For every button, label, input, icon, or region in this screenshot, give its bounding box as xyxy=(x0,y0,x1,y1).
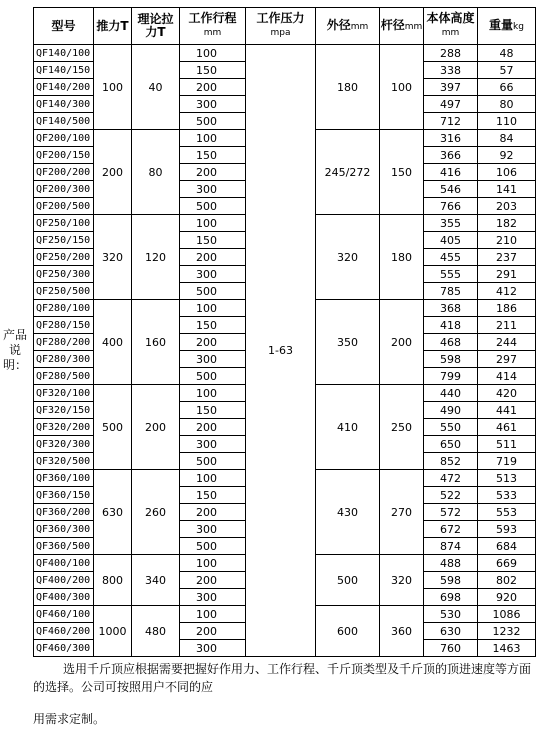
model-cell: QF140/150 xyxy=(34,62,94,79)
stroke-cell: 100 xyxy=(180,300,246,317)
model-cell: QF250/100 xyxy=(34,215,94,232)
thrust-cell: 400 xyxy=(94,300,132,385)
pressure-cell: 1-63 xyxy=(246,45,316,657)
body-height-cell: 630 xyxy=(424,623,478,640)
body-height-cell: 572 xyxy=(424,504,478,521)
body-height-cell: 874 xyxy=(424,538,478,555)
stroke-cell: 150 xyxy=(180,232,246,249)
rod-diameter-cell: 100 xyxy=(380,45,424,130)
weight-cell: 533 xyxy=(478,487,536,504)
rod-diameter-cell: 270 xyxy=(380,470,424,555)
model-cell: QF320/200 xyxy=(34,419,94,436)
stroke-cell: 500 xyxy=(180,538,246,555)
weight-cell: 80 xyxy=(478,96,536,113)
stroke-cell: 300 xyxy=(180,521,246,538)
header-row xyxy=(34,8,536,45)
stroke-cell: 500 xyxy=(180,198,246,215)
pull-cell: 120 xyxy=(132,215,180,300)
weight-cell: 420 xyxy=(478,385,536,402)
note-line-1: 选用千斤顶应根据需要把握好作用力、工作行程、千斤顶类型及千斤顶的顶进速度等方面的选择。公司可按照用户不同的应 xyxy=(33,662,532,694)
body-height-cell: 468 xyxy=(424,334,478,351)
body-height-cell: 712 xyxy=(424,113,478,130)
weight-cell: 441 xyxy=(478,402,536,419)
model-cell: QF280/200 xyxy=(34,334,94,351)
body-height-cell: 546 xyxy=(424,181,478,198)
body-height-cell: 368 xyxy=(424,300,478,317)
header-outer: 外径mm xyxy=(316,8,380,45)
spec-table-body xyxy=(34,45,536,657)
stroke-cell: 200 xyxy=(180,164,246,181)
body-height-cell: 799 xyxy=(424,368,478,385)
weight-cell: 1086 xyxy=(478,606,536,623)
stroke-cell: 150 xyxy=(180,62,246,79)
model-cell: QF280/300 xyxy=(34,351,94,368)
model-cell: QF200/100 xyxy=(34,130,94,147)
weight-cell: 412 xyxy=(478,283,536,300)
model-cell: QF320/100 xyxy=(34,385,94,402)
model-cell: QF140/500 xyxy=(34,113,94,130)
outer-diameter-cell: 430 xyxy=(316,470,380,555)
model-cell: QF360/300 xyxy=(34,521,94,538)
body-height-cell: 672 xyxy=(424,521,478,538)
stroke-cell: 300 xyxy=(180,589,246,606)
stroke-cell: 100 xyxy=(180,130,246,147)
stroke-cell: 100 xyxy=(180,215,246,232)
body-height-cell: 760 xyxy=(424,640,478,657)
stroke-cell: 300 xyxy=(180,266,246,283)
thrust-cell: 200 xyxy=(94,130,132,215)
stroke-cell: 500 xyxy=(180,113,246,130)
weight-cell: 210 xyxy=(478,232,536,249)
model-cell: QF200/150 xyxy=(34,147,94,164)
header-model: 型号 xyxy=(34,8,94,45)
weight-cell: 57 xyxy=(478,62,536,79)
weight-cell: 92 xyxy=(478,147,536,164)
weight-cell: 211 xyxy=(478,317,536,334)
rod-diameter-cell: 250 xyxy=(380,385,424,470)
header-pressure: 工作压力 mpa xyxy=(246,8,316,45)
stroke-cell: 300 xyxy=(180,96,246,113)
pull-cell: 260 xyxy=(132,470,180,555)
body-height-cell: 440 xyxy=(424,385,478,402)
model-cell: QF400/200 xyxy=(34,572,94,589)
weight-cell: 84 xyxy=(478,130,536,147)
body-height-cell: 288 xyxy=(424,45,478,62)
outer-diameter-cell: 500 xyxy=(316,555,380,606)
stroke-cell: 200 xyxy=(180,504,246,521)
model-cell: QF460/100 xyxy=(34,606,94,623)
weight-cell: 669 xyxy=(478,555,536,572)
body-height-cell: 416 xyxy=(424,164,478,181)
weight-cell: 920 xyxy=(478,589,536,606)
thrust-cell: 800 xyxy=(94,555,132,606)
model-cell: QF200/500 xyxy=(34,198,94,215)
pull-cell: 160 xyxy=(132,300,180,385)
stroke-cell: 100 xyxy=(180,606,246,623)
model-cell: QF360/500 xyxy=(34,538,94,555)
model-cell: QF360/150 xyxy=(34,487,94,504)
weight-cell: 684 xyxy=(478,538,536,555)
rod-diameter-cell: 360 xyxy=(380,606,424,657)
model-cell: QF250/500 xyxy=(34,283,94,300)
weight-cell: 593 xyxy=(478,521,536,538)
model-cell: QF360/100 xyxy=(34,470,94,487)
body-height-cell: 598 xyxy=(424,351,478,368)
weight-cell: 553 xyxy=(478,504,536,521)
table-row xyxy=(34,45,536,62)
stroke-cell: 200 xyxy=(180,572,246,589)
body-height-cell: 316 xyxy=(424,130,478,147)
stroke-cell: 150 xyxy=(180,402,246,419)
stroke-cell: 200 xyxy=(180,334,246,351)
model-cell: QF280/500 xyxy=(34,368,94,385)
header-weight: 重量kg xyxy=(478,8,536,45)
thrust-cell: 500 xyxy=(94,385,132,470)
model-cell: QF460/200 xyxy=(34,623,94,640)
pull-cell: 200 xyxy=(132,385,180,470)
model-cell: QF320/300 xyxy=(34,436,94,453)
stroke-cell: 200 xyxy=(180,79,246,96)
weight-cell: 802 xyxy=(478,572,536,589)
stroke-cell: 300 xyxy=(180,181,246,198)
thrust-cell: 320 xyxy=(94,215,132,300)
stroke-cell: 100 xyxy=(180,555,246,572)
weight-cell: 110 xyxy=(478,113,536,130)
body-height-cell: 698 xyxy=(424,589,478,606)
weight-cell: 48 xyxy=(478,45,536,62)
model-cell: QF140/100 xyxy=(34,45,94,62)
model-cell: QF400/300 xyxy=(34,589,94,606)
rod-diameter-cell: 200 xyxy=(380,300,424,385)
rod-diameter-cell: 320 xyxy=(380,555,424,606)
stroke-cell: 500 xyxy=(180,368,246,385)
weight-cell: 297 xyxy=(478,351,536,368)
side-label-product-description: 产品说明： xyxy=(2,328,27,372)
stroke-cell: 300 xyxy=(180,351,246,368)
rod-diameter-cell: 150 xyxy=(380,130,424,215)
body-height-cell: 472 xyxy=(424,470,478,487)
stroke-cell: 150 xyxy=(180,147,246,164)
body-height-cell: 785 xyxy=(424,283,478,300)
body-height-cell: 397 xyxy=(424,79,478,96)
body-height-cell: 555 xyxy=(424,266,478,283)
pull-cell: 80 xyxy=(132,130,180,215)
thrust-cell: 1000 xyxy=(94,606,132,657)
body-height-cell: 598 xyxy=(424,572,478,589)
rod-diameter-cell: 180 xyxy=(380,215,424,300)
header-thrust: 推力T xyxy=(94,8,132,45)
weight-cell: 237 xyxy=(478,249,536,266)
stroke-cell: 100 xyxy=(180,470,246,487)
weight-cell: 186 xyxy=(478,300,536,317)
body-height-cell: 766 xyxy=(424,198,478,215)
header-stroke: 工作行程mm xyxy=(180,8,246,45)
stroke-cell: 500 xyxy=(180,283,246,300)
outer-diameter-cell: 320 xyxy=(316,215,380,300)
body-height-cell: 405 xyxy=(424,232,478,249)
weight-cell: 182 xyxy=(478,215,536,232)
model-cell: QF140/200 xyxy=(34,79,94,96)
model-cell: QF250/200 xyxy=(34,249,94,266)
body-height-cell: 355 xyxy=(424,215,478,232)
header-height: 本体高度 mm xyxy=(424,8,478,45)
model-cell: QF250/300 xyxy=(34,266,94,283)
body-height-cell: 497 xyxy=(424,96,478,113)
model-cell: QF460/300 xyxy=(34,640,94,657)
stroke-cell: 100 xyxy=(180,385,246,402)
model-cell: QF320/150 xyxy=(34,402,94,419)
body-height-cell: 490 xyxy=(424,402,478,419)
body-height-cell: 522 xyxy=(424,487,478,504)
pull-cell: 480 xyxy=(132,606,180,657)
model-cell: QF360/200 xyxy=(34,504,94,521)
body-height-cell: 418 xyxy=(424,317,478,334)
weight-cell: 513 xyxy=(478,470,536,487)
model-cell: QF280/100 xyxy=(34,300,94,317)
stroke-cell: 300 xyxy=(180,640,246,657)
model-cell: QF200/300 xyxy=(34,181,94,198)
header-pull: 理论拉力T xyxy=(132,8,180,45)
outer-diameter-cell: 410 xyxy=(316,385,380,470)
stroke-cell: 300 xyxy=(180,436,246,453)
header-rod: 杆径mm xyxy=(380,8,424,45)
model-cell: QF200/200 xyxy=(34,164,94,181)
weight-cell: 106 xyxy=(478,164,536,181)
pull-cell: 340 xyxy=(132,555,180,606)
body-height-cell: 488 xyxy=(424,555,478,572)
outer-diameter-cell: 350 xyxy=(316,300,380,385)
model-cell: QF140/300 xyxy=(34,96,94,113)
body-height-cell: 852 xyxy=(424,453,478,470)
stroke-cell: 500 xyxy=(180,453,246,470)
body-height-cell: 455 xyxy=(424,249,478,266)
stroke-cell: 150 xyxy=(180,317,246,334)
weight-cell: 141 xyxy=(478,181,536,198)
body-height-cell: 650 xyxy=(424,436,478,453)
stroke-cell: 200 xyxy=(180,419,246,436)
pull-cell: 40 xyxy=(132,45,180,130)
stroke-cell: 100 xyxy=(180,45,246,62)
weight-cell: 291 xyxy=(478,266,536,283)
spec-table xyxy=(33,7,536,657)
weight-cell: 719 xyxy=(478,453,536,470)
stroke-cell: 200 xyxy=(180,623,246,640)
stroke-cell: 200 xyxy=(180,249,246,266)
model-cell: QF250/150 xyxy=(34,232,94,249)
weight-cell: 461 xyxy=(478,419,536,436)
weight-cell: 1232 xyxy=(478,623,536,640)
body-height-cell: 530 xyxy=(424,606,478,623)
outer-diameter-cell: 180 xyxy=(316,45,380,130)
weight-cell: 203 xyxy=(478,198,536,215)
weight-cell: 1463 xyxy=(478,640,536,657)
selection-note xyxy=(33,660,535,728)
model-cell: QF400/100 xyxy=(34,555,94,572)
thrust-cell: 100 xyxy=(94,45,132,130)
outer-diameter-cell: 245/272 xyxy=(316,130,380,215)
weight-cell: 244 xyxy=(478,334,536,351)
weight-cell: 66 xyxy=(478,79,536,96)
model-cell: QF320/500 xyxy=(34,453,94,470)
body-height-cell: 366 xyxy=(424,147,478,164)
outer-diameter-cell: 600 xyxy=(316,606,380,657)
model-cell: QF280/150 xyxy=(34,317,94,334)
weight-cell: 511 xyxy=(478,436,536,453)
body-height-cell: 338 xyxy=(424,62,478,79)
body-height-cell: 550 xyxy=(424,419,478,436)
weight-cell: 414 xyxy=(478,368,536,385)
thrust-cell: 630 xyxy=(94,470,132,555)
stroke-cell: 150 xyxy=(180,487,246,504)
note-line-2: 用需求定制。 xyxy=(33,712,106,726)
